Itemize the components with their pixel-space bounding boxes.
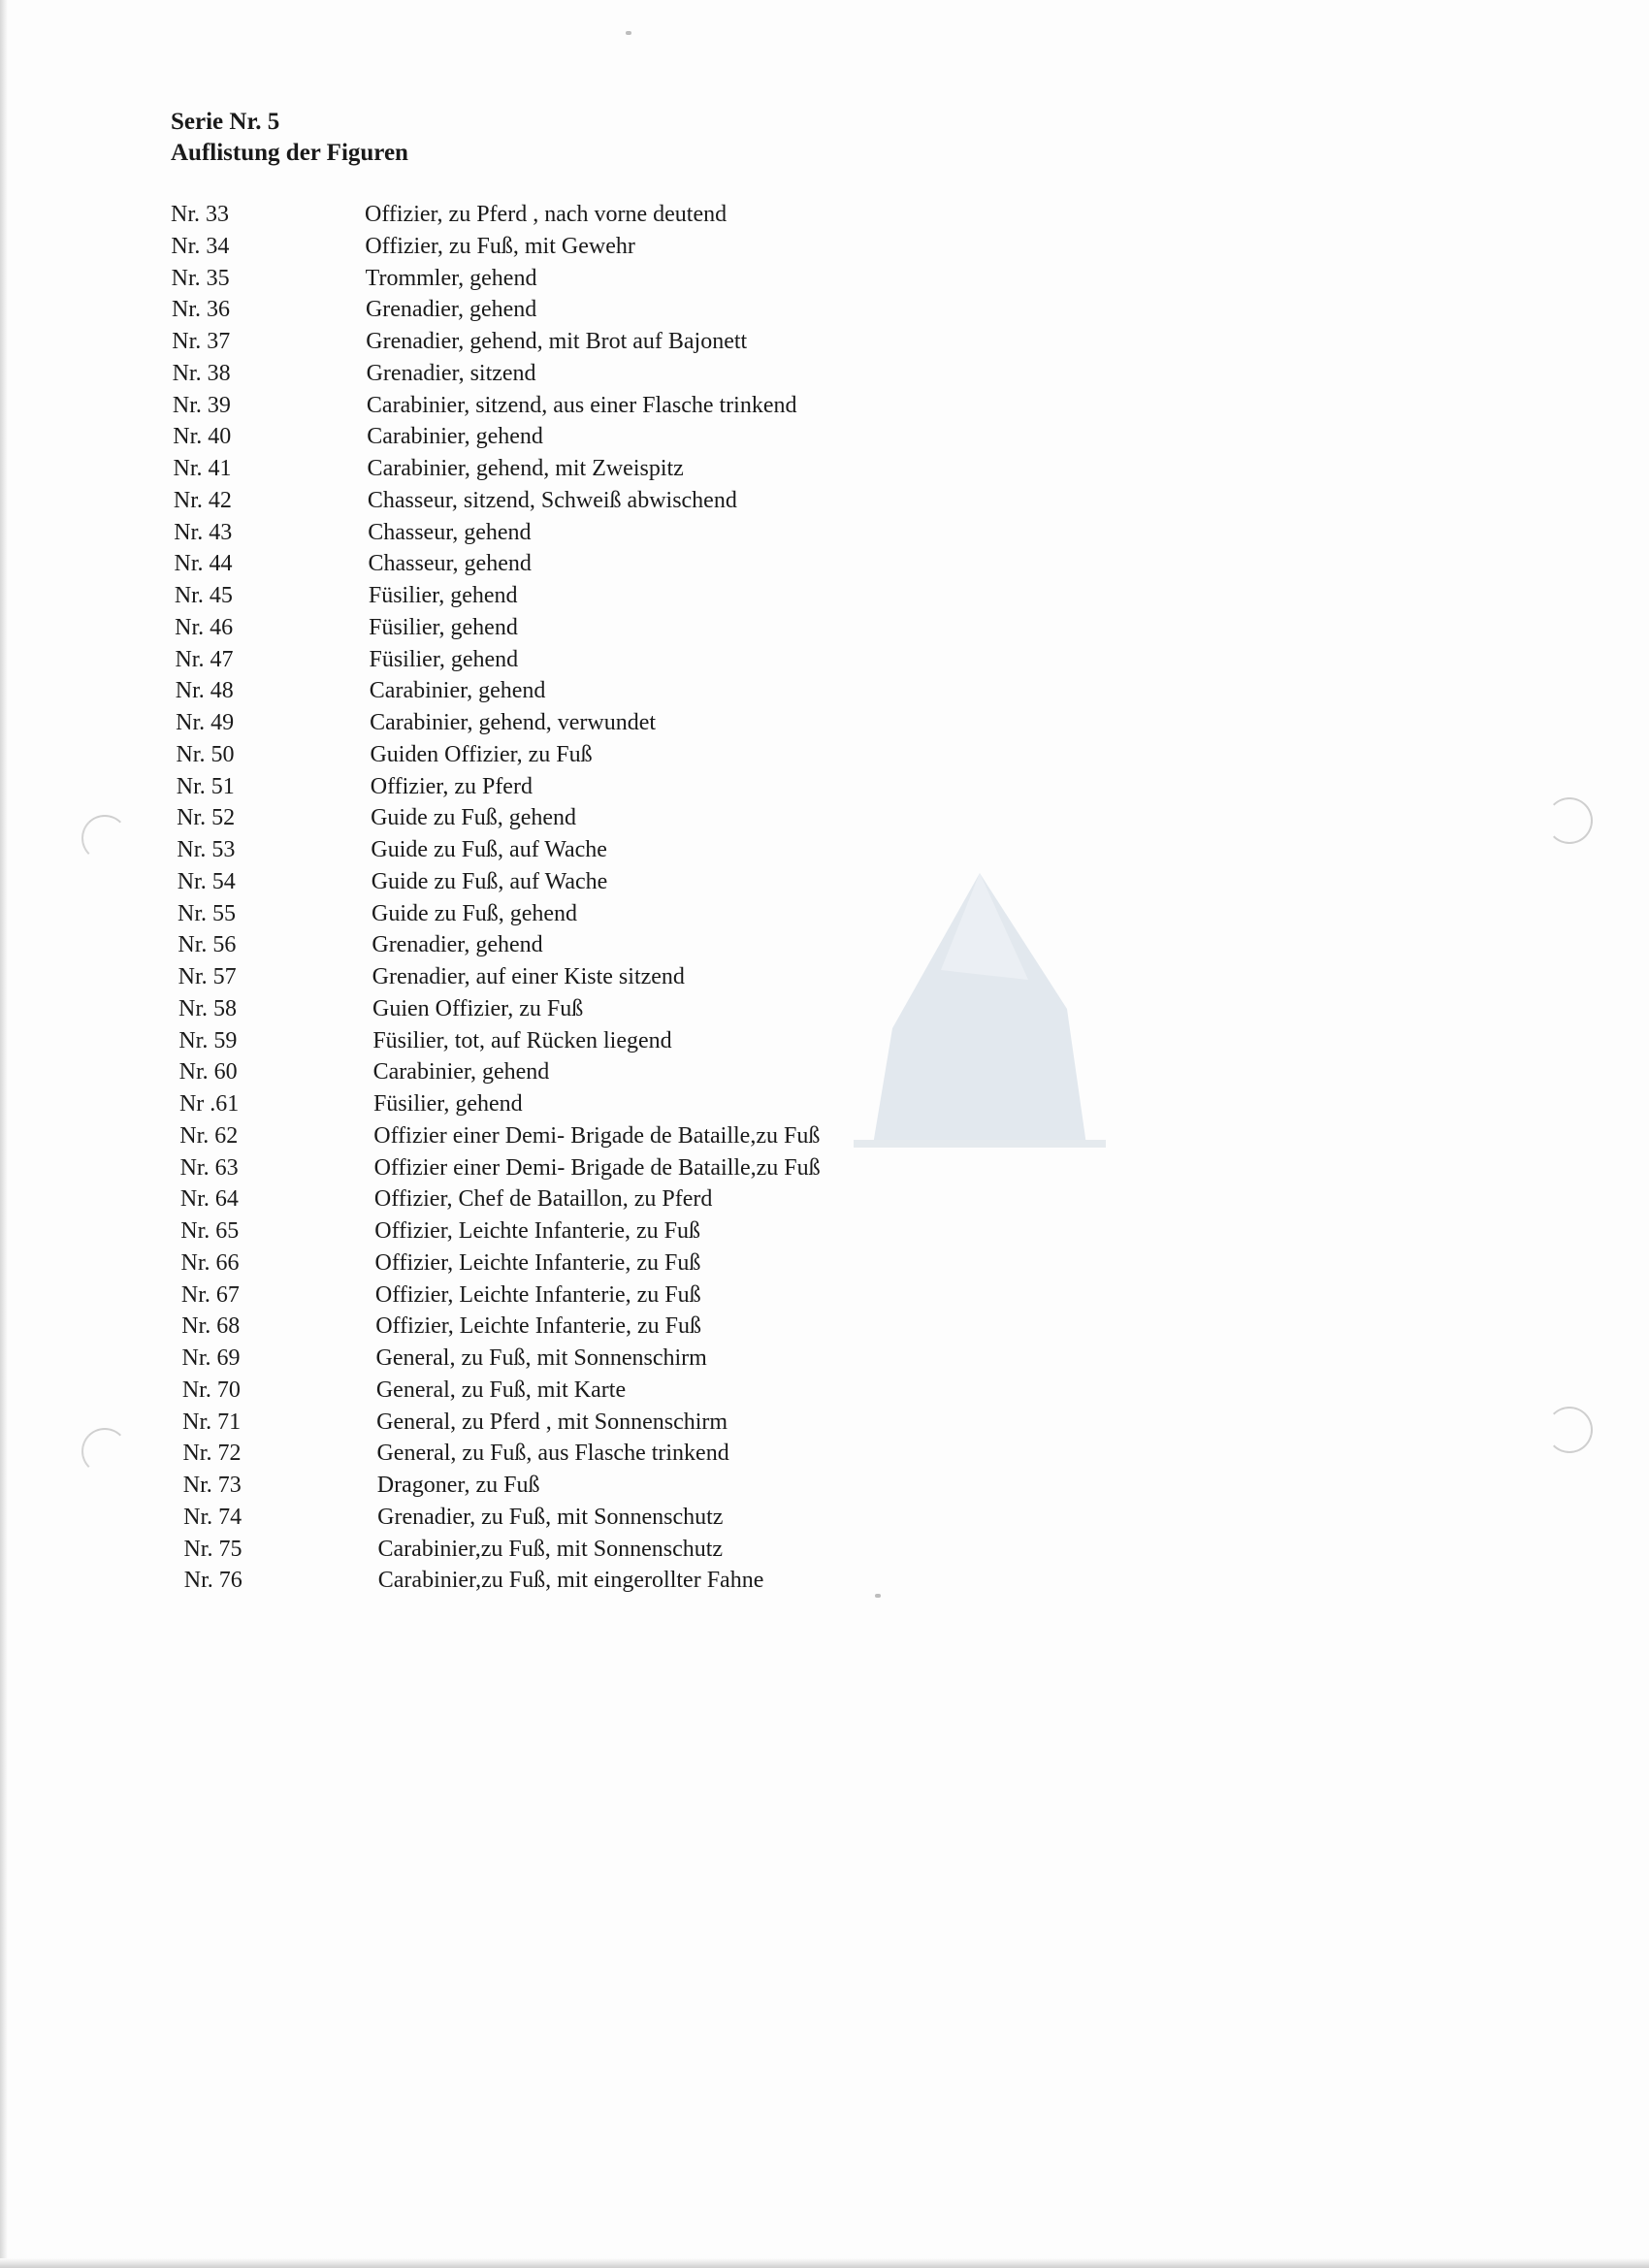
figure-number: Nr. 74 [183, 1504, 242, 1530]
figure-description: Füsilier, gehend [372, 1091, 523, 1117]
punch-hole [1546, 1407, 1593, 1453]
list-item [174, 453, 1144, 485]
list-item [182, 1438, 1152, 1470]
figure-number: Nr. 75 [183, 1536, 242, 1562]
figure-number: Nr. 65 [180, 1218, 240, 1244]
figure-description: Guide zu Fuß, auf Wache [371, 868, 608, 894]
figure-description: Grenadier, sitzend [366, 360, 536, 386]
list-item [177, 802, 1147, 834]
figure-number: Nr. 68 [181, 1313, 241, 1340]
list-item [173, 358, 1143, 390]
figure-number: Nr .61 [178, 1091, 240, 1117]
figure-number: Nr. 41 [173, 456, 232, 481]
list-item [178, 898, 1148, 930]
figure-description: Offizier, Leichte Infanterie, zu Fuß [374, 1249, 701, 1276]
figure-number: Nr. 66 [180, 1249, 240, 1276]
figure-description: General, zu Fuß, aus Flasche trinkend [376, 1441, 729, 1467]
punch-hole [81, 815, 128, 861]
figure-description: Carabinier, sitzend, aus einer Flasche trinkend [366, 392, 797, 418]
list-item [179, 1088, 1149, 1120]
figure-description: Carabinier,zu Fuß, mit Sonnenschutz [377, 1536, 724, 1562]
list-item [178, 1025, 1148, 1057]
list-item [178, 961, 1148, 993]
list-item [176, 739, 1146, 771]
figure-description: Offizier, zu Pferd , nach vorne deutend [365, 202, 728, 227]
list-item [181, 1280, 1151, 1312]
list-item [174, 517, 1144, 549]
figure-description: Füsilier, gehend [369, 646, 519, 672]
figure-number: Nr. 48 [175, 678, 234, 704]
figure-list [171, 199, 1141, 1597]
figure-description: Offizier, Leichte Infanterie, zu Fuß [375, 1313, 701, 1340]
figure-description: Offizier, Leichte Infanterie, zu Fuß [374, 1218, 701, 1244]
figure-number: Nr. 47 [175, 646, 234, 672]
figure-description: Grenadier, gehend, mit Brot auf Bajonett [366, 329, 748, 354]
figure-description: General, zu Fuß, mit Karte [375, 1377, 627, 1403]
figure-number: Nr. 58 [178, 995, 237, 1021]
figure-number: Nr. 49 [176, 710, 235, 735]
list-item [173, 421, 1143, 453]
list-item [183, 1470, 1153, 1502]
figure-number: Nr. 69 [181, 1345, 241, 1371]
figure-description: Carabinier, gehend, verwundet [370, 710, 657, 735]
figure-number: Nr. 72 [182, 1441, 242, 1467]
list-item [176, 707, 1146, 739]
figure-number: Nr. 62 [179, 1122, 239, 1149]
figure-number: Nr. 35 [171, 265, 230, 291]
figure-description: General, zu Fuß, mit Sonnenschirm [375, 1345, 707, 1371]
figure-number: Nr. 67 [180, 1281, 240, 1308]
figure-number: Nr. 42 [173, 487, 232, 513]
list-item [175, 612, 1145, 644]
figure-number: Nr. 37 [172, 329, 231, 354]
scan-edge [0, 0, 8, 2268]
figure-description: Carabinier, gehend, mit Zweispitz [367, 456, 684, 481]
figure-description: Guiden Offizier, zu Fuß [370, 741, 593, 767]
list-item [175, 548, 1145, 580]
list-item [184, 1565, 1154, 1597]
figure-description: Offizier, zu Pferd [370, 773, 533, 799]
figure-description: Grenadier, zu Fuß, mit Sonnenschutz [377, 1504, 724, 1530]
figure-number: Nr. 71 [182, 1409, 242, 1435]
list-item [172, 326, 1142, 358]
figure-description: Offizier einer Demi- Brigade de Bataille,zu Fuß [373, 1122, 821, 1149]
figure-number: Nr. 55 [178, 900, 237, 926]
list-item [179, 1056, 1149, 1088]
list-item [182, 1375, 1152, 1407]
figure-description: Grenadier, gehend [365, 297, 537, 323]
list-item [172, 294, 1142, 326]
punch-hole [81, 1428, 128, 1474]
figure-number: Nr. 56 [178, 932, 237, 958]
list-item [182, 1343, 1152, 1375]
figure-description: Guien Offizier, zu Fuß [372, 995, 584, 1021]
figure-number: Nr. 33 [171, 202, 229, 227]
figure-number: Nr. 40 [173, 424, 232, 450]
list-item [181, 1311, 1151, 1343]
figure-description: Guide zu Fuß, gehend [371, 805, 577, 831]
figure-description: Chasseur, sitzend, Schweiß abwischend [367, 487, 737, 513]
figure-description: Füsilier, tot, auf Rücken liegend [372, 1027, 672, 1053]
figure-description: Guide zu Fuß, gehend [372, 900, 578, 926]
list-item [183, 1534, 1153, 1566]
figure-description: Offizier, Leichte Infanterie, zu Fuß [374, 1281, 701, 1308]
figure-description: Carabinier, gehend [372, 1059, 550, 1085]
figure-description: Füsilier, gehend [368, 583, 518, 608]
list-item [177, 834, 1147, 866]
list-title: Auflistung der Figuren [171, 140, 408, 166]
figure-description: Offizier einer Demi- Brigade de Bataille,zu Fuß [373, 1154, 821, 1181]
figure-description: Offizier, zu Fuß, mit Gewehr [365, 233, 635, 259]
figure-description: Carabinier, gehend [369, 678, 546, 704]
figure-number: Nr. 44 [174, 551, 233, 577]
figure-description: Offizier, Chef de Bataillon, zu Pferd [373, 1186, 713, 1213]
list-item [171, 231, 1141, 263]
list-item [181, 1247, 1151, 1280]
figure-description: Dragoner, zu Fuß [376, 1473, 540, 1498]
figure-number: Nr. 50 [176, 741, 235, 767]
figure-number: Nr. 39 [172, 392, 231, 418]
scan-edge [0, 2258, 1649, 2268]
figure-number: Nr. 57 [178, 964, 237, 989]
figure-number: Nr. 53 [177, 837, 236, 862]
figure-number: Nr. 64 [179, 1186, 239, 1213]
figure-description: Chasseur, gehend [368, 519, 532, 545]
list-item [172, 263, 1142, 295]
figure-description: Grenadier, auf einer Kiste sitzend [372, 964, 685, 989]
figure-number: Nr. 54 [177, 868, 236, 894]
series-title: Serie Nr. 5 [171, 109, 280, 135]
list-item [180, 1183, 1150, 1215]
figure-number: Nr. 45 [174, 583, 233, 608]
list-item [183, 1502, 1153, 1534]
figure-number: Nr. 63 [179, 1154, 239, 1181]
list-item [175, 644, 1145, 676]
list-item [174, 485, 1144, 517]
document-header [171, 107, 408, 169]
list-item [178, 993, 1148, 1025]
list-item [179, 1120, 1149, 1152]
figure-description: General, zu Pferd , mit Sonnenschirm [376, 1409, 728, 1435]
list-item [180, 1152, 1150, 1184]
punch-hole [1546, 797, 1593, 844]
list-item [180, 1215, 1150, 1247]
list-item [178, 929, 1148, 961]
figure-number: Nr. 36 [171, 297, 230, 323]
figure-number: Nr. 43 [174, 519, 233, 545]
list-item [182, 1407, 1152, 1439]
figure-description: Füsilier, gehend [369, 614, 518, 640]
figure-number: Nr. 34 [171, 233, 230, 259]
figure-description: Carabinier,zu Fuß, mit eingerollter Fahne [377, 1568, 764, 1594]
figure-number: Nr. 60 [178, 1059, 238, 1085]
figure-number: Nr. 46 [175, 614, 234, 640]
figure-number: Nr. 76 [183, 1568, 242, 1594]
list-item [178, 866, 1148, 898]
figure-description: Guide zu Fuß, auf Wache [371, 837, 607, 862]
stray-mark [626, 31, 631, 35]
figure-description: Chasseur, gehend [368, 551, 532, 577]
list-item [176, 675, 1146, 707]
list-item [171, 199, 1141, 231]
figure-number: Nr. 51 [176, 773, 235, 799]
figure-description: Trommler, gehend [365, 265, 537, 291]
figure-number: Nr. 70 [181, 1377, 241, 1403]
list-item [175, 580, 1145, 612]
figure-number: Nr. 73 [182, 1473, 242, 1498]
list-item [177, 771, 1147, 803]
figure-number: Nr. 59 [178, 1027, 238, 1053]
figure-description: Carabinier, gehend [367, 424, 543, 450]
figure-description: Grenadier, gehend [372, 932, 543, 958]
figure-number: Nr. 52 [177, 805, 236, 831]
figure-number: Nr. 38 [172, 360, 231, 386]
list-item [173, 390, 1143, 422]
